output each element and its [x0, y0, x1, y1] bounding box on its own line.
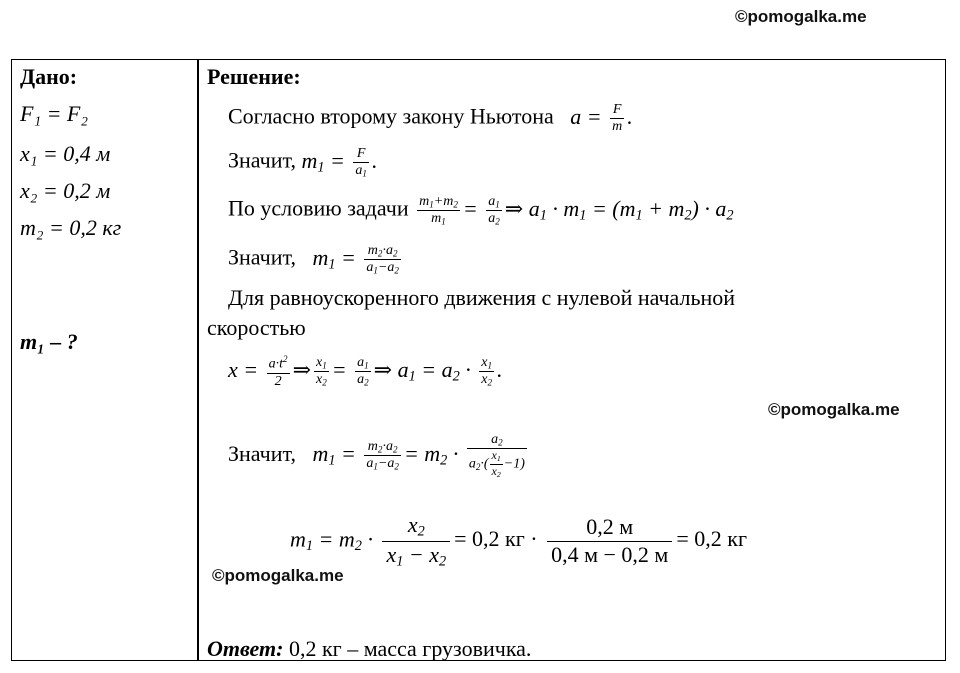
- solution-line-motion: Для равноускоренного движения с нулевой начальной: [228, 285, 736, 310]
- given-heading: Дано:: [20, 64, 78, 89]
- watermark-top: ©pomogalka.me: [735, 7, 867, 26]
- watermark-bottom: ©pomogalka.me: [212, 566, 344, 585]
- solution-line-newton: Согласно второму закону Ньютона a = $\frac{F}{m}$ .: [228, 102, 633, 135]
- solution-line-motion-cont: скоростью: [207, 315, 306, 340]
- solution-line-m1-derived: Значит, $m_1$ = $\frac{m_2\cdot a_2}{a_1-a_2}$: [228, 243, 404, 276]
- answer-line: [207, 638, 531, 660]
- formula-kinematics: x = $\frac{a\cdot t^2}{2}$ ⇒ $\frac{x_1}{x_2}$ = $\frac{a_1}{a_2}$ ⇒ $a_1 = a_2$ · $\frac{x_1}{x_2}$ .: [228, 354, 503, 389]
- solution-heading: Решение:: [207, 64, 301, 89]
- answer-text: 0,2 кг – масса грузовичка.: [283, 636, 532, 661]
- answer-label: Ответ:: [207, 636, 284, 661]
- watermark-middle: ©pomogalka.me: [768, 400, 900, 419]
- solution-line-substitution: Значит, $m_1$ = $\frac{m_2\cdot a_2}{a_1-a_2}$ = $m_2$ · $a_2$ $a_2\cdot$( $\frac{x_1}{x_2}$ −1): [228, 432, 530, 480]
- solution-line-condition: По условию задачи $\frac{m_1+m_2}{m_1}$ = $\frac{a_1}{a_2}$ ⇒ $a_1 \cdot m_1 = (m_1 + m_2) \cdot a_2$: [228, 194, 734, 227]
- column-divider: [197, 59, 199, 661]
- unknown-quantity: m₁ – ?: [20, 329, 78, 354]
- given-line: x₁ = 0,4 м: [20, 141, 111, 166]
- given-line: m₂ = 0,2 кг: [20, 215, 122, 240]
- solution-line-m1-expression: Значит, $m_1$ = $\frac{F}{a_1}$ .: [228, 146, 378, 179]
- formula-condition: $\frac{m_1+m_2}{m_1}$ = $\frac{a_1}{a_2}$ ⇒ $a_1 \cdot m_1 = (m_1 + m_2) \cdot a_2$: [419, 194, 734, 227]
- given-line: F₁ = F₂: [20, 101, 89, 126]
- given-line: x₂ = 0,2 м: [20, 178, 111, 203]
- formula-substitution: $m_1$ = $\frac{m_2\cdot a_2}{a_1-a_2}$ = $m_2$ · $a_2$ $a_2\cdot$( $\frac{x_1}{x_2}$ −1): [301, 432, 525, 479]
- formula-final: $m_1 = m_2$ · $\frac{x_2}{x_1 - x_2}$ = 0,2 кг · 0,2 м 0,4 м − 0,2 м = 0,2 кг: [290, 512, 747, 570]
- formula-m1-f-over-a: $m_1$ = $\frac{F}{a_1}$ .: [301, 146, 378, 179]
- formula-m1-derived: $m_1$ = $\frac{m_2\cdot a_2}{a_1-a_2}$: [301, 243, 399, 276]
- formula-newton: a = $\frac{F}{m}$ .: [559, 102, 633, 135]
